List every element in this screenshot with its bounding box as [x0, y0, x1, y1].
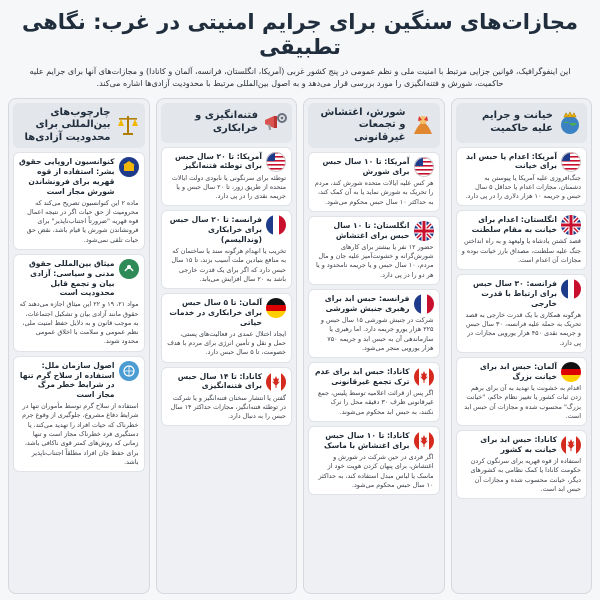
- card-header: [462, 215, 582, 235]
- info-card: [161, 210, 293, 289]
- globe-crown-icon: [557, 110, 583, 136]
- un-covenant-icon: [119, 259, 139, 279]
- card-header: [314, 367, 434, 387]
- card-title: فرانسه: حبس ابد برای رهبری جنبش شورشی: [324, 294, 410, 313]
- flag-germany-icon: [266, 298, 286, 318]
- card-header: [462, 152, 582, 172]
- card-header: [462, 362, 582, 382]
- card-header: [314, 221, 434, 241]
- flag-france-icon: [561, 279, 581, 299]
- card-body: گفتن یا انتشار سخنان فتنه‌انگیز و یا شرکت در توطئه فتنه‌انگیز، مجازات حداکثر ۱۴ سال حبس را به دنبال دارد.: [170, 393, 286, 421]
- info-card: [161, 147, 293, 207]
- info-card: [308, 362, 440, 422]
- card-body: ماده ۲ این کنوانسیون تصریح می‌کند که محرومیت از حق حیات اگر در نتیجه اعمال قوه قهریه "ضرورتاً اجتناب‌ناپذیر" برای فرونشاندن شورش یا قیام باشد، نقض حق حیات تلقی نمی‌شود.: [26, 198, 139, 244]
- flag-canada-icon: [414, 431, 434, 451]
- info-card: [13, 254, 145, 352]
- column-2: [303, 98, 445, 594]
- card-body: مواد ۲۱، ۱۹ و ۲۲ این میثاق اجازه می‌دهند که حقوق مانند آزادی بیان و تشکیل اجتماعات، به موجب قانون و به دلایل حفظ امنیت ملی، نظم عمومی و سلامت یا اخلاق عمومی محدود شوند.: [19, 300, 139, 346]
- column-header: [161, 103, 293, 143]
- card-title: آمریکا: اعدام یا حبس ابد برای خیانت: [466, 151, 557, 171]
- card-header: [167, 215, 287, 245]
- card-body: اگر پس از قرائت اعلامیه توسط پلیس، جمع غیرقانونی ظرف ۳۰ دقیقه محل را ترک نکنند، به حبس ابد محکوم می‌شوند.: [317, 389, 434, 416]
- card-body: استفاده از سلاح گرم توسط مأموران تنها در شرایط دفاع مشروع، جلوگیری از وقوع جرم خطرناک که حیات افراد را تهدید می‌کند، یا دستگیری فرد خطرناک مجاز است و تنها زمانی که روش‌های کمتر قوی ناکافی باشد، برای حفظ جان افراد مطلقاً اجتناب‌ناپذیر باشد.: [22, 402, 139, 466]
- card-title: انگلستان: اعدام برای خیانت به مقام سلطنت: [471, 215, 557, 235]
- columns-container: [8, 98, 592, 594]
- card-body: شرکت در جنبش شورشی ۱۵ سال حبس و ۲۲۵ هزار یورو جریمه دارد. اما رهبری یا سازماندهی آن به حبس ابد و جریمه ۷۵۰ هزار یورویی منجر می‌شود.: [320, 316, 434, 352]
- card-header: [19, 361, 139, 400]
- card-header: [167, 372, 287, 392]
- card-title: فرانسه: تا ۲۰ سال حبس برای خرابکاری (وندالیسم): [169, 215, 262, 245]
- card-title: کانادا: تا ۱۴ سال حبس برای فتنه‌انگیزی: [177, 371, 262, 391]
- card-title: کانادا: تا ۱۰ سال حبس برای اغتشاش با ماسک: [323, 431, 410, 450]
- column-header-label: فتنه‌انگیزی و خرابکاری: [195, 110, 258, 134]
- column-header-label: خیانت و جرایم علیه حاکمیت: [481, 110, 553, 134]
- info-card: [308, 216, 440, 285]
- card-header: [314, 294, 434, 314]
- card-body: اگر فردی در حین شرکت در شورش و اغتشاش، برای پنهان کردن هویت خود از ماسک یا لباس مبدل استفاده کند، به حداکثر ۱۰ سال حبس محکوم می‌شود.: [318, 453, 434, 489]
- info-card: [308, 152, 440, 212]
- page-title: مجازات‌های سنگین برای جرایم امنیتی در غرب: نگاهی تطبیقی: [21, 10, 579, 60]
- info-card: [456, 274, 588, 353]
- card-title: انگلستان: تا ۱۰ سال حبس برای اغتشاش: [333, 220, 410, 240]
- card-body: توطئه برای سرنگونی یا نابودی دولت ایالات متحده از طریق زور، تا ۲۰ سال حبس و یا جریمه نقدی را در پی دارد.: [171, 173, 286, 201]
- card-body: ایجاد اختلال عمدی در فعالیت‌های پستی، حمل و نقل و تأمین انرژی برای مردم با هدف خصومت، تا ۵ سال حبس دارد.: [167, 329, 286, 357]
- column-4: [8, 98, 150, 594]
- flag-canada-icon: [414, 367, 434, 387]
- card-body: جنگ‌افروزی علیه آمریکا یا پیوستن به دشمنان، مجازات اعدام یا حداقل ۵ سال حبس و جریمه ۱۰ هزار دلاری را در پی دارد.: [465, 173, 581, 201]
- column-header-label: چارچوب‌های بین‌المللی برای محدودیت آزادی‌ها: [24, 106, 111, 143]
- card-header: [314, 157, 434, 177]
- info-card: [308, 289, 440, 358]
- card-title: آلمان: حبس ابد برای خیانت بزرگ: [479, 361, 557, 381]
- column-header: [13, 103, 145, 149]
- un-principles-icon: [119, 361, 139, 381]
- info-card: [456, 430, 588, 499]
- card-header: [19, 157, 139, 196]
- card-title: کانادا: حبس ابد برای عدم ترک تجمع غیرقانونی: [314, 367, 410, 387]
- info-card: [308, 426, 440, 495]
- card-title: کانادا: حبس ابد برای خیانت به کشور: [480, 435, 557, 454]
- card-body: هر کس علیه ایالات متحده شورش کند، مردم را تحریک به شورش نماید یا به آن کمک کند، به حداکثر ۱۰ سال حبس محکوم می‌شود.: [314, 179, 434, 206]
- card-header: [314, 431, 434, 451]
- card-header: [167, 298, 287, 328]
- flag-usa-icon: [414, 157, 434, 177]
- info-card: [13, 356, 145, 472]
- info-card: [161, 367, 293, 427]
- intro-paragraph: این اینفوگرافیک، قوانین جزایی مرتبط با امنیت ملی و نظم عمومی در پنج کشور غربی (آمریکا، انگلستان، فرانسه، آلمان و کانادا) و مجازات‌های آنها برای جرایم علیه حاکمیت، شورش و فتنه‌انگیزی را مورد بررسی قرار می‌دهد و به اصول بین‌المللی مرتبط با محدودیت آزادی‌ها اشاره می‌کند.: [29, 67, 571, 88]
- info-card: [456, 357, 588, 426]
- flag-france-icon: [266, 215, 286, 235]
- euro-court-icon: [119, 157, 139, 177]
- column-3: [156, 98, 298, 594]
- card-header: [19, 259, 139, 298]
- info-card: [161, 293, 293, 362]
- megaphone-gear-icon: [262, 110, 288, 136]
- flag-canada-icon: [266, 372, 286, 392]
- flag-usa-icon: [561, 152, 581, 172]
- info-card: [456, 147, 588, 207]
- flag-canada-icon: [561, 435, 581, 455]
- card-header: [462, 279, 582, 309]
- card-body: حضور ۱۲ نفر یا بیشتر برای کارهای شورش‌گرانه و خشونت‌آمیز علیه جان و مال مردم، ۱۰ سال حبس و یا جریمه نامحدود و یا هر دو را در پی دارد.: [315, 242, 434, 279]
- info-card: [456, 210, 588, 270]
- flag-uk-icon: [561, 215, 581, 235]
- card-title: کنوانسیون اروپایی حقوق بشر: استفاده از قوه قهریه برای فرونشاندن شورش مجاز است: [18, 157, 115, 196]
- scales-icon: [115, 112, 141, 138]
- card-title: اصول سازمان ملل: استفاده از سلاح گرم تنها در شرایط خطر مرگ مجاز است: [19, 360, 115, 400]
- card-body: استفاده از قوه قهریه برای سرنگون کردن حکومت کانادا یا کمک نظامی به کشورهای دیگر، خیانت محسوب شده و مجازات آن حبس ابد است.: [470, 457, 581, 493]
- card-title: آمریکا: تا ۱۰ سال حبس برای شورش: [322, 157, 410, 176]
- column-header-label: شورش، اغتشاش و تجمعات غیرقانونی: [320, 106, 406, 143]
- flag-uk-icon: [414, 221, 434, 241]
- riot-icon: [410, 112, 436, 138]
- flag-germany-icon: [561, 362, 581, 382]
- card-body: هرگونه همکاری با یک قدرت خارجی به قصد تحریک به حمله علیه فرانسه، ۳۰ سال حبس و جریمه نقدی ۴۵۰ هزار یورویی مجازات در پی دارد.: [465, 310, 581, 347]
- flag-usa-icon: [266, 152, 286, 172]
- card-body: تخریب یا انهدام هرگونه سند یا ساختمان که به منافع بنیادین ملت آسیب بزند، تا ۱۵ سال حبس دارد که اگر برای یک قدرت خارجی باشد به ۲۰ سال افزایش می‌یابد.: [171, 246, 286, 283]
- info-card: [13, 152, 145, 250]
- card-title: آلمان: تا ۵ سال حبس برای خرابکاری در خدمات حیاتی: [169, 298, 262, 327]
- column-header: [308, 103, 440, 149]
- flag-france-icon: [414, 294, 434, 314]
- column-header: [456, 103, 588, 143]
- column-1: [451, 98, 593, 594]
- card-title: آمریکا: تا ۲۰ سال حبس برای توطئه فتنه‌انگیز: [175, 151, 262, 171]
- card-title: فرانسه: ۳۰ سال حبس برای ارتباط با قدرت خارجی: [473, 279, 557, 308]
- card-header: [167, 152, 287, 172]
- card-body: قصد کشتن یادشاه یا ولیعهد و به راه انداختن جنگ علیه سلطنت، مصداق بارز خیانت بوده و مجازات آن اعدام است.: [461, 237, 581, 264]
- card-body: اقدام به خشونت یا تهدید به آن برای برهم زدن ثبات کشور یا تغییر نظام حاکم، "خیانت بزرگ" محسوب شده و مجازات آن حبس ابد است.: [464, 383, 581, 420]
- card-title: میثاق بین‌المللی حقوق مدنی و سیاسی: آزادی بیان و تجمع قابل محدودیت است: [28, 258, 115, 298]
- card-header: [462, 435, 582, 455]
